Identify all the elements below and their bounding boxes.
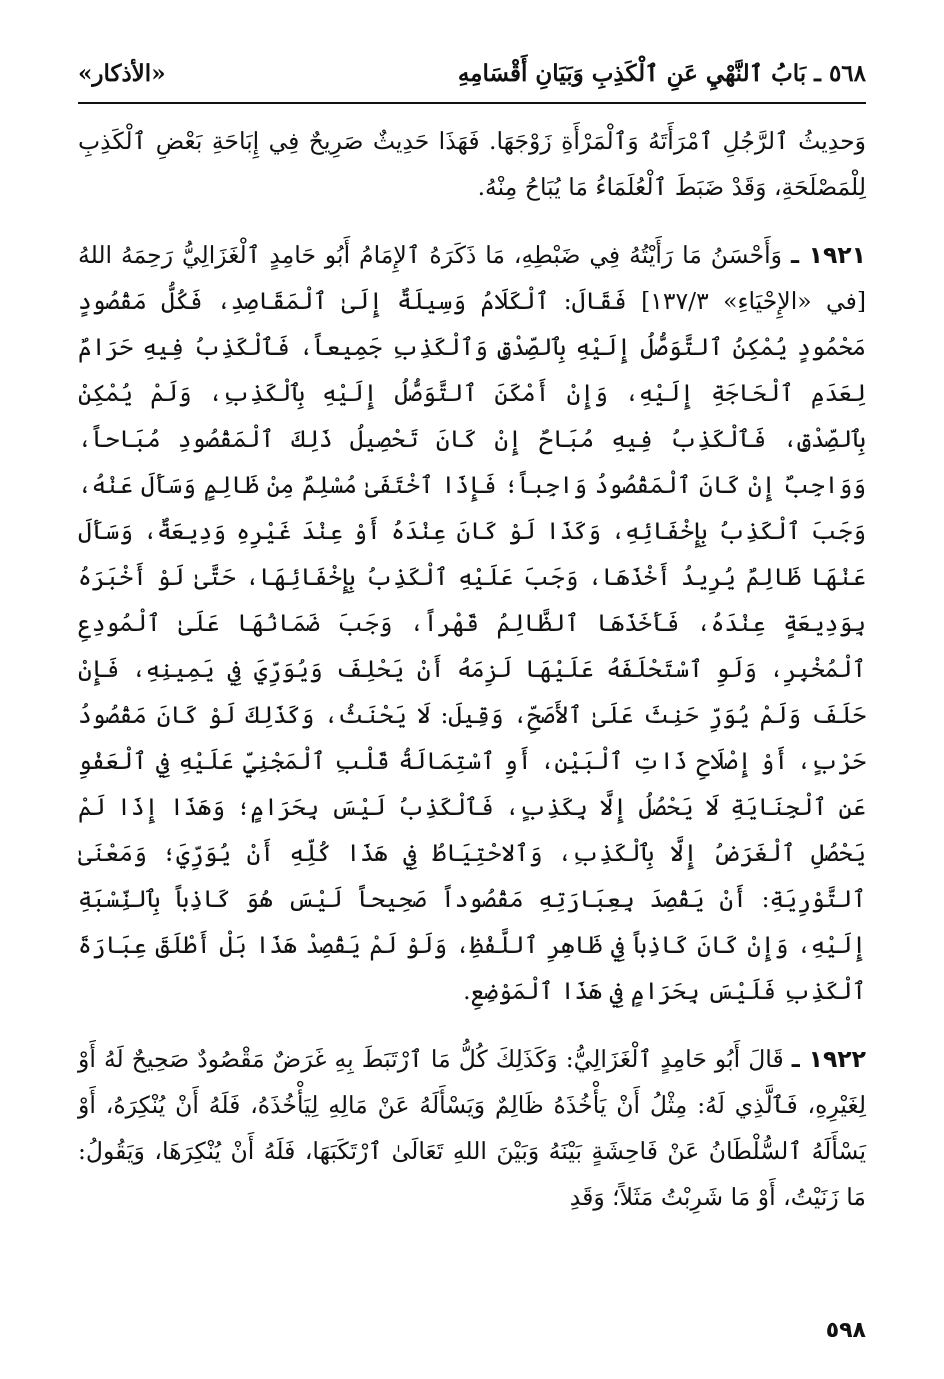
page-number: ٥٩٨ bbox=[825, 1318, 866, 1343]
book-title: «الأذكار» bbox=[78, 60, 166, 87]
paragraph-1921 bbox=[78, 232, 866, 1014]
running-header bbox=[78, 58, 866, 100]
header-rule bbox=[78, 102, 866, 104]
paragraph-text: وَأَحْسَنُ مَا رَأَيْتُهُ فِي ضَبْطِهِ، مَا ذَكَرَهُ ٱلإِمَامُ أَبُو حَامِدٍ ٱلْغَزَالِيُّ رَحِمَهُ اللهُ [في «الإِحْيَاءِ» ١٣٧/٣] فَقَالَ: ٱلْكَلَامُ وَسِيلَةٌ إِلَىٰ ٱلْمَقَاصِدِ، فَكُلُّ مَقْصُودٍ مَحْمُودٍ يُمْكِنُ ٱلتَّوَصُّلُ إِلَيْهِ بِٱلصِّدْقِ وَٱلْكَذِبِ جَمِيعاً، فَٱلْكَذِبُ فِيهِ حَرَامٌ لِعَدَمِ ٱلْحَاجَةِ إِلَيْهِ، وَإِنْ أَمْكَنَ ٱلتَّوَصُّلُ إِلَيْهِ بِٱلْكَذِبِ، وَلَمْ يُمْكِنْ بِٱلصِّدْقِ، فَٱلْكَذِبُ فِيهِ مُبَاحٌ إِنْ كَانَ تَحْصِيلُ ذَلِكَ ٱلْمَقْصُودِ مُبَاحاً، وَوَاجِبٌ إِنْ كَانَ ٱلْمَقْصُودُ وَاجِباً؛ فَإِذَا ٱخْتَفَىٰ مُسْلِمٌ مِنْ ظَالِمٍ وَسَأَلَ عَنْهُ، وَجَبَ ٱلْكَذِبُ بِإِخْفَائِهِ، وَكَذَا لَوْ كَانَ عِنْدَهُ أَوْ عِنْدَ غَيْرِهِ وَدِيعَةٌ، وَسَأَلَ عَنْهَا ظَالِمٌ يُرِيدُ أَخْذَهَا، وَجَبَ عَلَيْهِ ٱلْكَذِبُ بِإِخْفَائِهَا، حَتَّىٰ لَوْ أَخْبَرَهُ بِوَدِيعَةٍ عِنْدَهُ، فَأَخَذَهَا ٱلظَّالِمُ قَهْراً، وَجَبَ ضَمَانُهَا عَلَىٰ ٱلْمُودِعِ ٱلْمُخْبِرِ، وَلَوِ ٱسْتَحْلَفَهُ عَلَيْهَا لَزِمَهُ أَنْ يَحْلِفَ وَيُوَرِّيَ فِي يَمِينِهِ، فَإِنْ حَلَفَ وَلَمْ يُوَرِّ حَنِثَ عَلَىٰ ٱلأَصَحِّ، وَقِيلَ: لَا يَحْنَثُ، وَكَذَلِكَ لَوْ كَانَ مَقْصُودُ حَرْبٍ، أَوْ إِصْلَاحِ ذَاتِ ٱلْبَيْنِ، أَوِ ٱسْتِمَالَةُ قَلْبِ ٱلْمَجْنِيِّ عَلَيْهِ فِي ٱلْعَفْوِ عَنِ ٱلْجِنَايَةِ لَا يَحْصُلُ إِلَّا بِكَذِبٍ، فَٱلْكَذِبُ لَيْسَ بِحَرَامٍ؛ وَهَذَا إِذَا لَمْ يَحْصُلِ ٱلْغَرَضُ إِلَّا بِٱلْكَذِبِ، وَٱلاحْتِيَاطُ فِي هَذَا كُلِّهِ أَنْ يُوَرِّيَ؛ وَمَعْنَىٰ ٱلتَّوْرِيَةِ: أَنْ يَقْصِدَ بِعِبَارَتِهِ مَقْصُوداً صَحِيحاً لَيْسَ هُوَ كَاذِباً بِٱلنِّسْبَةِ إِلَيْهِ، وَإِنْ كَانَ كَاذِباً فِي ظَاهِرِ ٱللَّفْظِ، وَلَوْ لَمْ يَقْصِدْ هَذَا بَلْ أَطْلَقَ عِبَارَةَ ٱلْكَذِبِ فَلَيْسَ بِحَرَامٍ فِي هَذَا ٱلْمَوْضِعِ. bbox=[78, 241, 866, 1005]
main-text bbox=[78, 118, 866, 1220]
paragraph-text: وَحدِيثُ ٱلرَّجُلِ ٱمْرَأَتَهُ وَٱلْمَرْأَةِ زَوْجَهَا. فَهَذَا حَدِيثٌ صَرِيحٌ فِي إِبَاحَةِ بَعْضِ ٱلْكَذِبِ لِلْمَصْلَحَةِ، وَقَدْ ضَبَطَ ٱلْعُلَمَاءُ مَا يُبَاحُ مِنْهُ. bbox=[78, 127, 866, 201]
paragraph-continuation bbox=[78, 118, 866, 210]
paragraph-number: ١٩٢١ ـ bbox=[790, 241, 866, 269]
paragraph-1922 bbox=[78, 1036, 866, 1220]
chapter-title: ٥٦٨ ـ بَابُ ٱلنَّهْيِ عَنِ ٱلْكَذِبِ وَبَيَانِ أَقْسَامِهِ bbox=[457, 60, 866, 87]
paragraph-number: ١٩٢٢ ـ bbox=[791, 1045, 866, 1073]
paragraph-text: قَالَ أَبُو حَامِدٍ ٱلْغَزَالِيُّ: وَكَذَلِكَ كُلُّ مَا ٱرْتَبَطَ بِهِ غَرَضٌ مَقْصُودٌ صَحِيحٌ لَهُ أَوْ لِغَيْرِهِ، فَٱلَّذِي لَهُ: مِثْلُ أَنْ يَأْخُذَهُ ظَالِمٌ وَيَسْأَلَهُ عَنْ مَالِهِ لِيَأْخُذَهُ، فَلَهُ أَنْ يُنْكِرَهُ، أَوْ يَسْأَلَهُ ٱلسُّلْطَانُ عَنْ فَاحِشَةٍ بَيْنَهُ وَبَيْنَ اللهِ تَعَالَىٰ ٱرْتَكَبَهَا، فَلَهُ أَنْ يُنْكِرَهَا، وَيَقُولُ: مَا زَنَيْتُ، أَوْ مَا شَرِبْتُ مَثَلاً؛ وَقَدِ bbox=[78, 1045, 866, 1211]
